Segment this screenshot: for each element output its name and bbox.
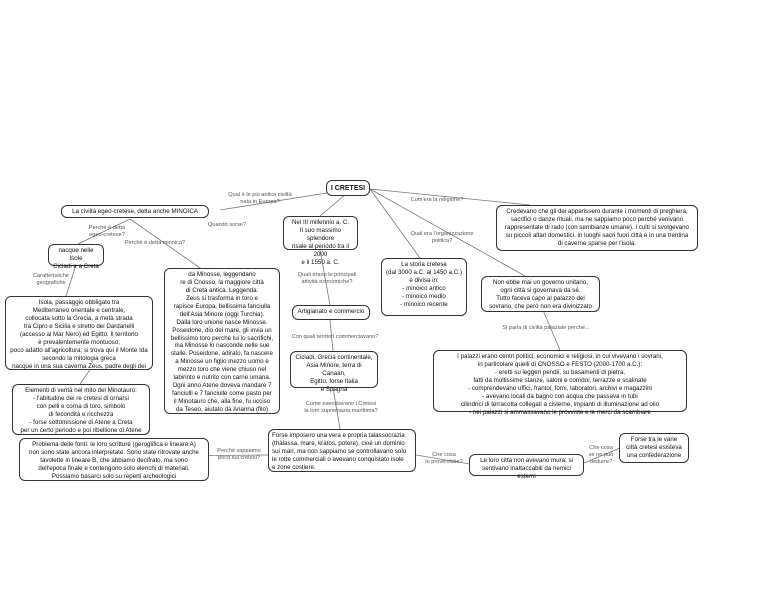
question-palaziale: Si parla di civiltà palaziale perché...: [502, 325, 590, 331]
question-minoica: Perché è detta minoica?: [124, 240, 186, 246]
artigianato-node[interactable]: Artigianato e commercio: [292, 305, 370, 320]
isola-desc-node[interactable]: Isola, passaggio obbligato tra Mediterraneo orientale e centrale, collocata sotto la Grecia, a metà strada tra Cipro e Sicilia e stretto dei Dardanelli (accesso al Mar Nero) ed Egitto. Il territorio è prevalentemente montuoso, poco adatto all'agricoltura; si trova qui il Monte Ida secondo la mitologia greca nacque in una sua caverna Zeus, padre degli dei: [5, 296, 153, 370]
question-religione: Com'era la religione?: [410, 197, 464, 203]
isole-node[interactable]: nacque nelle Isole Cicladi e a Creta: [48, 244, 104, 266]
civilta-node[interactable]: La civiltà egeo-cretese, detta anche MINOICA: [61, 205, 209, 218]
palazzi-node[interactable]: I palazzi erano centri politici, economici e religiosi, in cui vivevano i sovrani, in particolare quelli di CNOSSO e FESTO (2000-1700 a.C.): - eretti su leggeri pendii, su basamenti di pietra, fatti da moltissime stanze, saloni e corridoi, terrazze e scalinate - comprendevano uffici, frantoi, forni, laboratori, archivi e magazzini - avevano locali da bagno con acqua che passava in tubi cilindrici di terracotta collegati a cisterne, impianti di illuminazione ad olio - nei palazzi si ammassavano le provviste e le merci da scambiare: [433, 350, 687, 412]
credevano-node[interactable]: Credevano che gli dei apparissero durante i momenti di preghiera, sacrifici o danze rituali, ma ne sappiamo poco perché venivano rappresentate di rado (con sembianze umane). I culti si svolgevano su piccoli altari domestici, in luoghi sacri fuori città e in una trentina di caverne sparse per l'isola.: [496, 205, 698, 251]
governo-node[interactable]: Non ebbe mai un governo unitario, ogni città si governava da sé. Tutto faceva capo al palazzo del sovrano, che però non era divinizzato: [481, 276, 600, 312]
question-dedurre: Che cosa se ne può dedurre?: [588, 445, 614, 465]
problema-node[interactable]: Problema delle fonti: le loro scritture (geroglifica e lineare A) non sono state ancora interpretate. Sono state ritrovate anche tavolette in lineare B, che abbiamo decifrato, ma sono dell'epoca finale e contengono solo elenchi di materiali. Possiamo basarci solo su reperti archeologici: [19, 438, 209, 481]
question-poco: Perché sappiamo poco sui cretesi?: [217, 448, 261, 461]
elementi-node[interactable]: Elementi di verità nel mito del Minotauro: - l'abitudine dei re cretesi di ornarsi con pelli e corna di toro, simbolo di fecondità e ricchezza - forse sottomissione di Atene a Creta per un certo periodo e poi ribellione di Atene: [12, 384, 150, 435]
question-antica: Qual è le più antica civiltà nata in Europa?: [228, 192, 292, 205]
question-attivita: Quali erano le principali attività economiche?: [297, 272, 357, 285]
question-egeo-cretese: Perché è detta egeo-cretese?: [88, 225, 126, 238]
question-territori: Con quali territori commerciavano?: [291, 334, 379, 340]
root-node[interactable]: I CRETESI: [326, 180, 370, 196]
minosse-node[interactable]: da Minosse, leggendario re di Cnosso, la maggiore città di Creta antica. Leggenda: Zeus si trasforma in toro e rapisce Europa, bellissima fanciulla dell'Asia Minore (oggi Turchia). Dalla loro unione nasce Minosse. Poseidone, dio del mare, gli invia un bellissimo toro perché lui lo sacrifichi, ma Minosse lo nasconde nelle sue stalle. Poseidone, adirato, fa nascere a Minosse un figlio mezzo uomo e mezzo toro che viene chiuso nel labirinto e nutrito con carne umana. Ogni anno Atene doveva mandare 7 fanciulli e 7 fanciulle come pasto per il Minotauro che, alla fine, fu ucciso da Teseo, aiutato da Arianna (filo): [164, 268, 280, 414]
question-quando: Quando sorse?: [207, 222, 247, 228]
millennio-node[interactable]: Nel III millennio a. C. Il suo massimo splendore risale al periodo tra il 2000 e il 1550 a. C.: [283, 216, 358, 250]
question-caratteristiche: Caratteristiche geografiche: [32, 273, 70, 286]
question-proverebbe: Che cosa lo proverebbe?: [425, 452, 463, 465]
question-organizzazione: Qual era l'organizzazione politica?: [410, 231, 474, 244]
question-supremazia: Come esercitavano i Cretesi la loro supremazia marittima?: [304, 401, 378, 414]
mura-node[interactable]: Le loro città non avevano mura: si sentivano inattaccabili da nemici esterni: [469, 454, 584, 476]
talassocrazia-node[interactable]: Forse imposero una vera e propria talassocrazia (thàlassa, mare, kràtos, potere), cioè un dominio sui mari, ma non sappiamo se controllavano solo le rotte commerciali o avevano conquistato isole e zone costiere.: [268, 429, 416, 472]
cicladi-node[interactable]: Cicladi, Grecia continentale, Asia Minore, terra di Canaan, Egitto, forse Italia e Spagna: [290, 351, 378, 388]
confederazione-node[interactable]: Forse tra le varie città cretesi esisteva una confederazione: [619, 433, 689, 463]
storia-node[interactable]: La storia cretese (dal 3000 a.C. al 1450 a.C.) è divisa in: - minoico antico - minoico medio - minoico recente: [381, 258, 467, 316]
